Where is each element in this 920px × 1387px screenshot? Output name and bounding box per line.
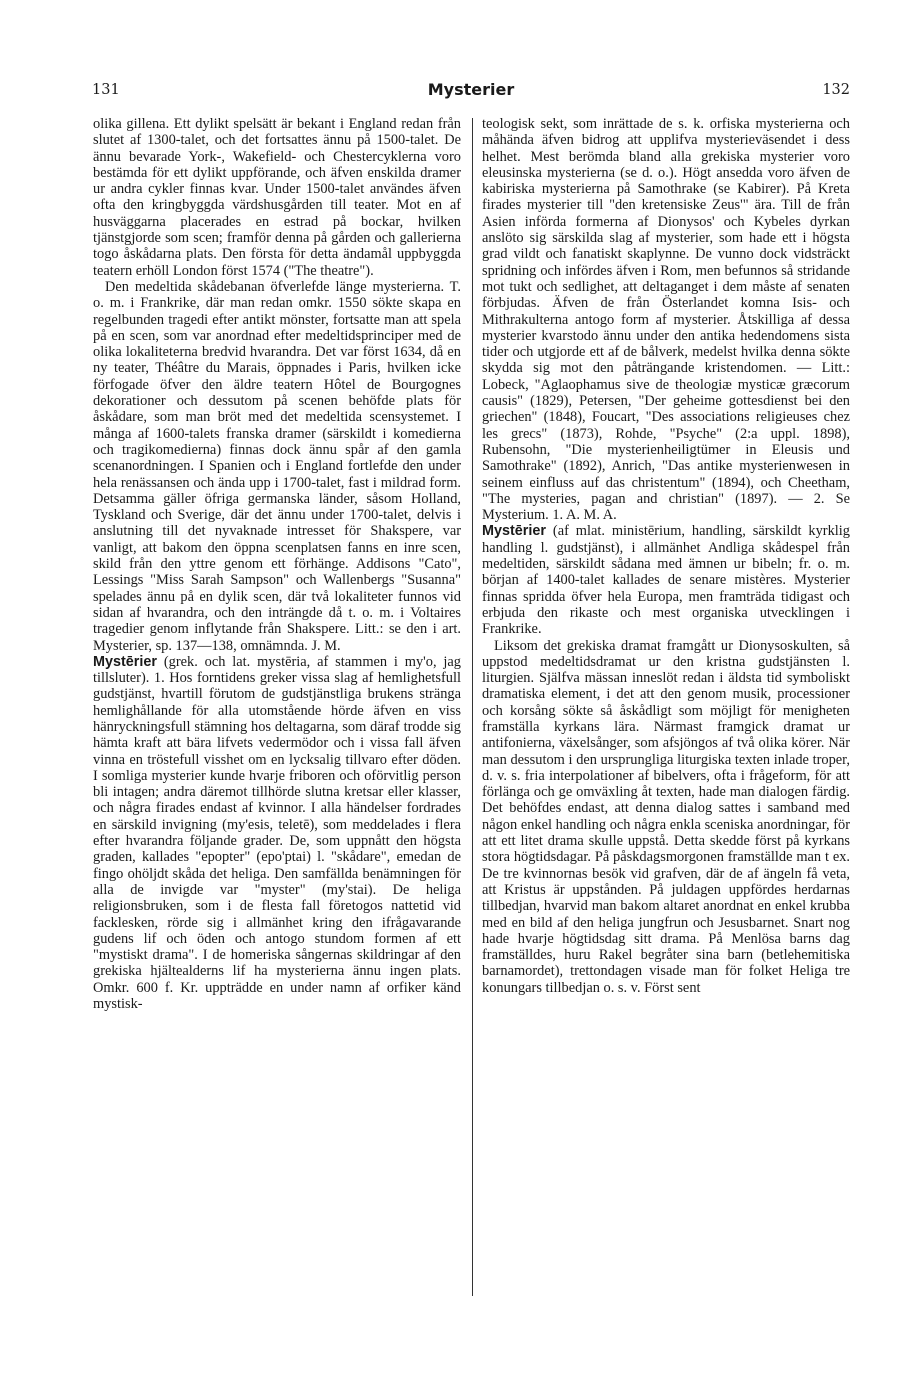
running-title: Mysterier <box>427 80 515 99</box>
entry-paragraph: Mystērier (grek. och lat. mystēria, af stammen i my'o, jag tillsluter). 1. Hos forntidens greker vissa slag af hemlighetsfull gudstjänst, hvartill förutom de gudstjänstliga brukens stränga hemlighållande för alla utomstående hörde äfven en viss hänryckningsfull stämning hos deltagarna, som däraf trodde sig hämta kraft att bära lifvets vedermödor och i vissa fall äfven vinna en tröstefull visshet om en lycksalig tillvaro efter döden. I somliga mysterier kunde hvarje friboren och oförvitlig person bli intagen; andra däremot tillhörde slutna kretsar eller klasser, och några firades endast af kvinnor. I alla händelser fordrades en särskild invigning (my'esis, teletē), som meddelades i flera efter hvarandra följande grader. De, som uppnått den högsta graden, kallades "epopter" (epo'ptai) l. "skådare", emedan de fingo ohöljdt skåda det heliga. Den samfällda benämningen för alla de invigde var "myster" (my'stai). De heliga religionsbruken, som i de flesta fall företogos nattetid vid facklesken, rörde sig i allmänhet kring den ifrågavarande gudens lif och öden och antogo stundom formen af ett "mystiskt drama". I de homeriska sångernas skildringar af den grekiska hjältealderns lif ha mysterierna ännu ingen plats. Omkr. 600 f. Kr. uppträdde en under namn af orfiker känd mystisk- <box>93 653 461 1013</box>
entry-paragraph: Mystērier (af mlat. ministērium, handling, särskildt kyrklig handling l. gudstjänst), i allmänhet Andliga skådespel från medeltiden, särskildt sådana med ämnen ur bibeln; fr. o. m. början af 1400-talet kallades de senare mistères. Mysterier finnas spridda öfver hela Europa, men framträda tidigast och erbjuda den rikaste och mest organiska utvecklingen i Frankrike. <box>482 523 850 638</box>
paragraph: olika gillena. Ett dylikt spelsätt är bekant i England redan från slutet af 1300-talet, och det fortsattes ännu på 1500-talet. De ännu bevarade York-, Wakefield- och Chestercyklerna voro bestämda för ett dylikt uppförande, och äfven enskilda dramer ur andra cykler finnas kvar. Under 1500-talet användes äfven ofta den kringbyggda värdshusgården till teater. Mot en af husväggarna placerades en estrad på bockar, hvilken tjänstgjorde som scen; framför denna på gården och gallerierna togo åskådarna plats. Den första för detta ändamål uppbyggda teatern erhöll London först 1574 ("The theatre"). <box>93 116 461 279</box>
page-number-left: 131 <box>92 82 120 98</box>
paragraph: Den medeltida skådebanan öfverlefde länge mysterierna. T. o. m. i Frankrike, där man redan omkr. 1550 sökte skapa en regelbunden tragedi efter antikt mönster, fortsatte man att spela på en scen, som var anordnad efter medeltidsprinciper med de olika lokaliteterna bredvid hvarandra. Det var först 1634, då en ny teater, Théâtre du Marais, öppnades i Paris, hvilken icke förfogade öfver den äldre teatern Hôtel de Bourgognes dekorationer och dessutom på scenen behöfde plats för åskådare, som man bröt med det medeltida scensystemet. I många af 1600-talets franska dramer (särskildt i komedierna och tragikomedierna) finnas dock ännu spår af den gamla scenanordningen. I Spanien och i England fortlefde den under hela renässansen och ända upp i 1700-talet, fast i mildrad form. Detsamma gäller öfriga germanska länder, såsom Holland, Tyskland och Sverige, där det ännu under 1700-talet, delvis i anslutning till det nyvaknade intresset för Shakspere, var vanligt, att bakom den öppna scenplatsen fanns en inre scen, skild från den yttre genom ett förhänge. Addisons "Cato", Lessings "Miss Sarah Sampson" och Wallenbergs "Susanna" spelades ännu på en dylik scen, där två lokaliteter funnos vid sidan af hvarandra, och den inträngde då t. o. m. i Voltaires tragedier genom inflytande från Shakspere. Litt.: se den i art. Mysterier, sp. 137—138, omnämnda. J. M. <box>93 278 461 654</box>
page-number-right: 132 <box>822 82 850 98</box>
entry-headword: Mystērier <box>482 523 546 540</box>
entry-headword: Mystērier <box>93 653 157 670</box>
left-column <box>93 116 461 1012</box>
page-header <box>92 82 850 104</box>
right-column <box>482 116 850 996</box>
paragraph: teologisk sekt, som inrättade de s. k. orfiska mysterierna och måhända äfven bidrog att upplifva mysterieväsendet i dess helhet. Mest berömda bland alla grekiska mysterier voro eleusinska mysterierna (se d. o.). Högt ansedda voro äfven de kabiriska mysterierna på Samothrake (se Kabirer). På Kreta firades mysterier till "den kretensiske Zeus'" ära. Till de från Asien införda formerna af Dionysos' och Kybeles dyrkan anslöto sig särskilda slag af mysterier, som hade ett i högsta grad vildt och fanatiskt skaplynne. De vunno dock vidsträckt spridning och infördes äfven i Rom, men befunnos så stridande mot tukt och sedlighet, att deltaganget i dem måste af senaten förbjudas. Äfven de från Österlandet komna Isis- och Mithrakulterna antogo form af mysterier. Åtskilliga af dessa mysterier kvarstodo ännu under den antika hedendomens sista tider och utgjorde ett af de bålverk, medelst hvilka denna sökte skydda sig mot den påträngande kristendomen. — Litt.: Lobeck, "Aglaophamus sive de theologiæ mysticæ græcorum causis" (1829), Petersen, "Der geheime gottesdienst bei den griechen" (1848), Foucart, "Des associations religieuses chez les grecs" (1873), Rohde, "Psyche" (2:a uppl. 1898), Rubensohn, "Die mysterienheiligtümer in Eleusis und Samothrake" (1892), Anrich, "Das antike mysterienwesen in seinem einfluss auf das christentum" (1894), och Cheetham, "The mysteries, pagan and christian" (1897). — 2. Se Mysterium. 1. A. M. A. <box>482 116 850 524</box>
paragraph: Liksom det grekiska dramat framgått ur Dionysoskulten, så uppstod medeltidsdramat ur den kristna gudstjänsten l. liturgien. Själfva mässan inneslöt redan i äldsta tid symboliskt dramatiska element, i det att den genom musik, processioner och korsång sökte så åskådligt som möjligt för menigheten framställa kyrkans lära. Närmast framgick dramat ur antifonierna, växelsånger, som afsjöngos af två olika körer. När man dessutom i den ursprungliga liturgiska texten inlade troper, d. v. s. fria interpolationer af bibelvers, ofta i frågeform, för att förlänga och ge omväxling åt texten, hade man dialogen färdig. Det behöfdes endast, att denna dialog sattes i samband med någon enkel handling och några enkla sceniska anordningar, för att ett litet drama skulle uppstå. Detta skedde först på kyrkans stora högtidsdagar. På påskdagsmorgonen framställde man t ex. De tre kvinnornas besök vid grafven, där de af ängeln få veta, att Kristus är uppstånden. På juldagen uppfördes herdarnas tillbedjan, hvarvid man bakom altaret anordnat en enkel krubba med en bild af den heliga jungfrun och Jesusbarnet. Snart nog hade hvarje högtidsdag sitt drama. På Menlösa barns dag framställdes, huru Rakel begråter sina barn (betlehemitiska barnamordet), trettondagen visade man för folket Heliga tre konungars tillbedjan o. s. v. Först sent <box>482 637 850 996</box>
column-divider <box>472 118 473 1296</box>
